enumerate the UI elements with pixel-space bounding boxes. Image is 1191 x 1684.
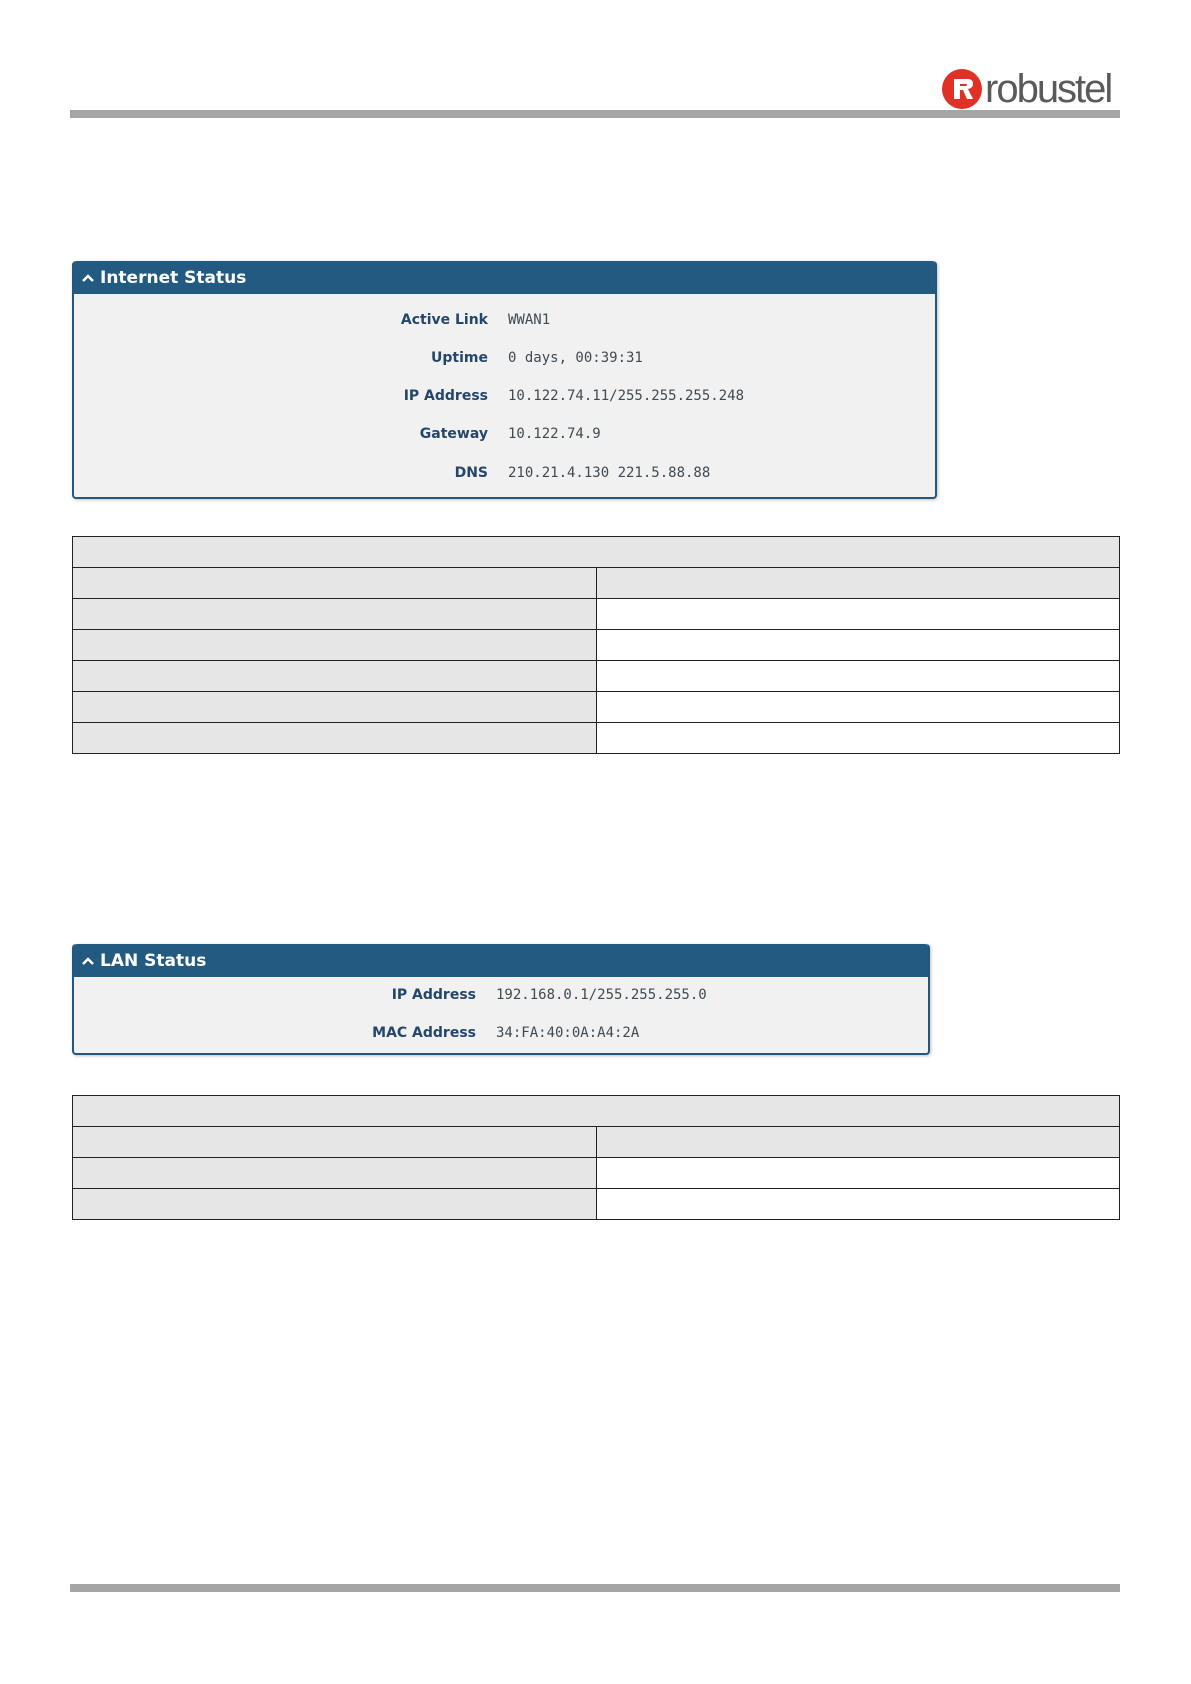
row-label: MAC Address [372,1025,476,1041]
table-row [73,692,1120,723]
internet-status-title: Internet Status [100,267,247,288]
table-cell [73,599,597,630]
lan-status-header[interactable] [74,944,928,977]
status-row-dns [74,461,935,485]
lan-row-mac-address [74,1021,928,1045]
table-cell [73,692,597,723]
row-label: IP Address [403,388,488,404]
row-label: IP Address [391,987,476,1003]
footer-rule [70,1584,1120,1592]
status-row-ip-address [74,384,935,408]
row-value: WWAN1 [508,312,551,328]
table-cell [73,723,597,754]
lan-row-ip-address [74,983,928,1007]
table-cell [73,1189,597,1220]
internet-status-parameter-table [72,536,1120,754]
table-cell [73,630,597,661]
row-value: 34:FA:40:0A:A4:2A [496,1025,640,1041]
row-label: Gateway [419,426,488,442]
robustel-logo-icon [942,69,982,109]
table-subheader-row [73,568,1120,599]
row-label: DNS [454,465,488,481]
row-value: 10.122.74.11/255.255.255.248 [508,388,745,404]
internet-status-header[interactable] [74,261,935,294]
chevron-up-icon[interactable] [81,951,95,971]
table-row [73,661,1120,692]
internet-status-panel [72,261,937,499]
table-header-cell [73,1096,1120,1127]
logo-wordmark: robustel [985,67,1112,111]
row-value: 10.122.74.9 [508,426,601,442]
table-cell [596,630,1120,661]
row-label: Active Link [400,312,488,328]
table-header-row [73,1096,1120,1127]
table-cell [596,599,1120,630]
table-cell [596,1189,1120,1220]
table-cell [73,1158,597,1189]
row-value: 192.168.0.1/255.255.255.0 [496,987,707,1003]
table-row [73,1158,1120,1189]
table-cell [596,568,1120,599]
status-row-uptime [74,346,935,370]
row-label: Uptime [431,350,488,366]
lan-status-panel [72,944,930,1055]
table-row [73,1189,1120,1220]
table-cell [596,1158,1120,1189]
table-cell [596,692,1120,723]
table-row [73,630,1120,661]
status-row-active-link [74,308,935,332]
table-cell [596,661,1120,692]
chevron-up-icon[interactable] [81,268,95,288]
row-value: 0 days, 00:39:31 [508,350,643,366]
row-value: 210.21.4.130 221.5.88.88 [508,465,711,481]
table-subheader-row [73,1127,1120,1158]
table-cell [596,1127,1120,1158]
table-cell [73,568,597,599]
status-row-gateway [74,422,935,446]
robustel-logo [942,66,1111,112]
table-row [73,723,1120,754]
table-row [73,599,1120,630]
table-cell [73,661,597,692]
table-header-cell [73,537,1120,568]
table-cell [73,1127,597,1158]
table-header-row [73,537,1120,568]
table-cell [596,723,1120,754]
lan-status-parameter-table [72,1095,1120,1220]
lan-status-title: LAN Status [100,950,207,971]
